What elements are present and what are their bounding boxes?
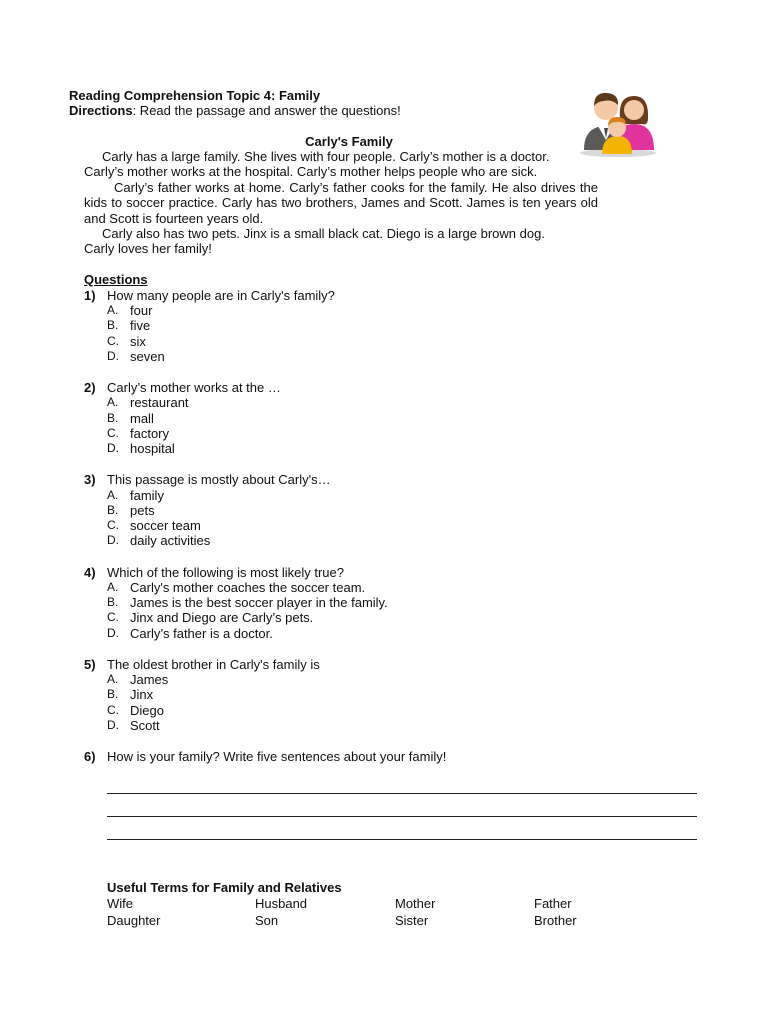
option-letter: B. <box>107 411 119 425</box>
questions-heading: Questions <box>84 272 148 287</box>
option-letter: B. <box>107 687 119 701</box>
directions <box>69 103 401 118</box>
question-number: 5) <box>84 657 96 672</box>
option-text: restaurant <box>130 395 189 410</box>
passage-paragraph-1-line-1: Carly has a large family. She lives with four people. Carly’s mother is a doctor. <box>102 149 550 164</box>
directions-label: Directions <box>69 103 133 118</box>
option-text: Jinx <box>130 687 154 702</box>
option-letter: D. <box>107 626 119 640</box>
useful-terms-heading: Useful Terms for Family and Relatives <box>107 880 342 895</box>
passage-paragraph-3-line-2: Carly loves her family! <box>84 241 212 256</box>
option-text: Jinx and Diego are Carly’s pets. <box>130 610 314 625</box>
option-letter: C. <box>107 610 119 624</box>
question-text: Which of the following is most likely true? <box>107 565 344 580</box>
option-text: four <box>130 303 153 318</box>
option-letter: B. <box>107 503 119 517</box>
option-letter: C. <box>107 703 119 717</box>
option-letter: D. <box>107 533 119 547</box>
option-letter: C. <box>107 518 119 532</box>
option-letter: B. <box>107 318 119 332</box>
option-letter: D. <box>107 718 119 732</box>
answer-line[interactable] <box>107 839 697 840</box>
option-text: pets <box>130 503 155 518</box>
directions-text: : Read the passage and answer the questions! <box>132 103 401 118</box>
answer-line[interactable] <box>107 816 697 817</box>
option-text: Carly's mother coaches the soccer team. <box>130 580 366 595</box>
question-number: 2) <box>84 380 96 395</box>
question-text: This passage is mostly about Carly's… <box>107 472 331 487</box>
question-text: The oldest brother in Carly's family is <box>107 657 320 672</box>
option-text: soccer team <box>130 518 201 533</box>
option-text: seven <box>130 349 165 364</box>
option-letter: A. <box>107 303 119 317</box>
option-letter: A. <box>107 672 119 686</box>
term: Mother <box>395 896 436 911</box>
term: Son <box>255 913 279 928</box>
option-text: daily activities <box>130 533 211 548</box>
question-number: 3) <box>84 472 96 487</box>
option-letter: C. <box>107 426 119 440</box>
option-text: mall <box>130 411 154 426</box>
option-text: five <box>130 318 151 333</box>
option-text: James <box>130 672 169 687</box>
passage-paragraph-1-line-2: Carly’s mother works at the hospital. Carly’s mother helps people who are sick. <box>84 164 538 179</box>
term: Sister <box>395 913 429 928</box>
question-text: Carly’s mother works at the … <box>107 380 281 395</box>
question-text: How is your family? Write five sentences about your family! <box>107 749 447 764</box>
term: Daughter <box>107 913 161 928</box>
option-letter: A. <box>107 395 119 409</box>
option-text: factory <box>130 426 170 441</box>
term: Brother <box>534 913 577 928</box>
option-letter: C. <box>107 334 119 348</box>
passage-paragraph-3-line-1: Carly also has two pets. Jinx is a small black cat. Diego is a large brown dog. <box>102 226 545 241</box>
option-letter: A. <box>107 488 119 502</box>
worksheet-title: Reading Comprehension Topic 4: Family <box>69 88 321 103</box>
option-text: family <box>130 488 164 503</box>
term: Father <box>534 896 572 911</box>
term: Wife <box>107 896 133 911</box>
option-text: six <box>130 334 146 349</box>
question-number: 6) <box>84 749 96 764</box>
option-letter: A. <box>107 580 119 594</box>
option-text: hospital <box>130 441 175 456</box>
question-number: 1) <box>84 288 96 303</box>
option-text: James is the best soccer player in the family. <box>130 595 388 610</box>
option-text: Scott <box>130 718 160 733</box>
option-letter: D. <box>107 349 119 363</box>
option-letter: D. <box>107 441 119 455</box>
term: Husband <box>255 896 308 911</box>
option-letter: B. <box>107 595 119 609</box>
question-text: How many people are in Carly's family? <box>107 288 335 303</box>
passage-title: Carly's Family <box>305 134 393 149</box>
question-number: 4) <box>84 565 96 580</box>
passage-paragraph-2: Carly’s father works at home. Carly’s father cooks for the family. He also drives the kids to soccer practice. Carly has two brothers, James and Scott. James is ten years old and Scott is fourteen years old. <box>84 180 598 226</box>
answer-line[interactable] <box>107 793 697 794</box>
option-text: Carly’s father is a doctor. <box>130 626 273 641</box>
option-text: Diego <box>130 703 164 718</box>
